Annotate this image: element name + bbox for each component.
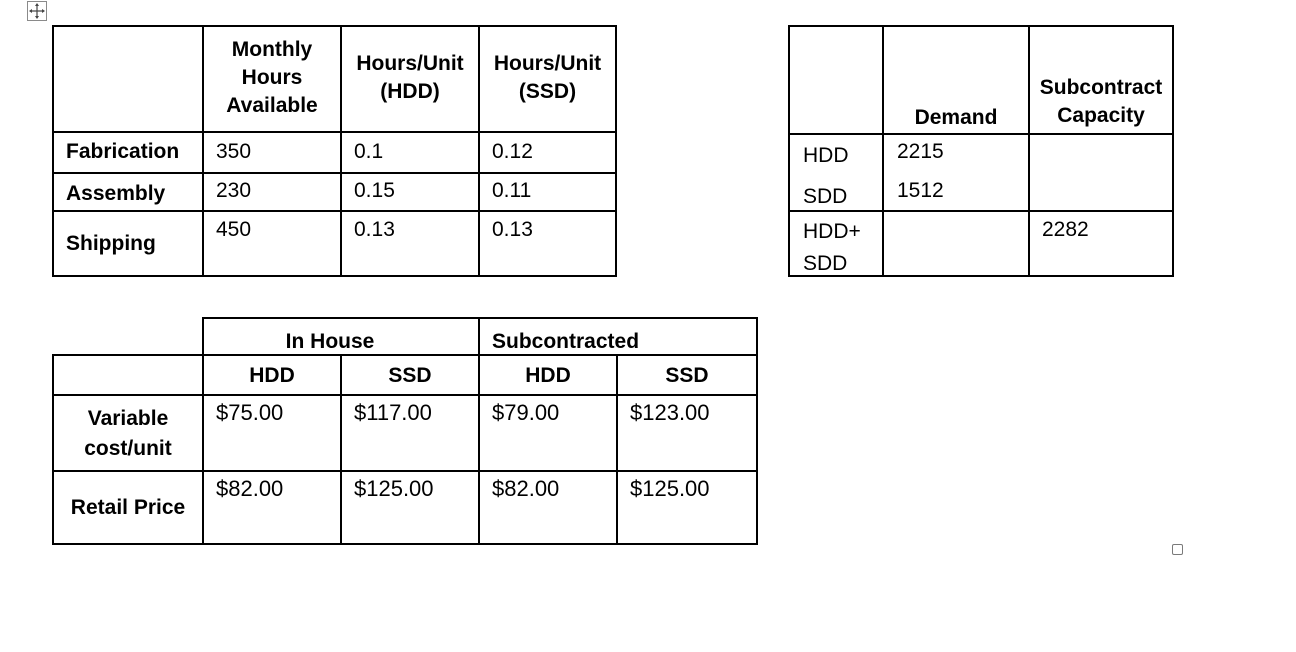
assembly-ssd: 0.11 <box>492 179 532 202</box>
retail-inhouse-hdd: $82.00 <box>216 476 284 501</box>
header-monthly-hours: Monthly Hours Available <box>226 38 318 117</box>
row-label-variable-cost: Variable cost/unit <box>84 407 172 460</box>
fabrication-ssd: 0.12 <box>492 140 533 163</box>
header-in-house: In House <box>285 330 375 353</box>
fabrication-hours: 350 <box>216 140 252 163</box>
row-label-shipping: Shipping <box>66 232 156 255</box>
hdd-sdd-capacity: 2282 <box>1042 218 1089 241</box>
assembly-hours: 230 <box>216 179 252 202</box>
header-demand: Demand <box>914 106 998 129</box>
retail-inhouse-ssd: $125.00 <box>354 476 434 501</box>
subheader-inhouse-hdd: HDD <box>249 364 295 387</box>
assembly-hdd: 0.15 <box>354 179 395 202</box>
retail-sub-ssd: $125.00 <box>630 476 710 501</box>
variable-inhouse-ssd: $117.00 <box>354 400 432 425</box>
row-label-hdd-sdd: HDD+ SDD <box>803 220 861 275</box>
header-hours-hdd: Hours/Unit (HDD) <box>356 52 464 103</box>
row-label-assembly: Assembly <box>66 182 166 205</box>
row-label-hdd: HDD <box>803 144 849 167</box>
subheader-inhouse-ssd: SSD <box>388 364 432 387</box>
header-subcontracted: Subcontracted <box>492 330 640 353</box>
subheader-sub-ssd: SSD <box>665 364 709 387</box>
shipping-hours: 450 <box>216 218 252 241</box>
fabrication-hdd: 0.1 <box>354 140 384 163</box>
retail-sub-hdd: $82.00 <box>492 476 560 501</box>
variable-sub-ssd: $123.00 <box>630 400 710 425</box>
variable-sub-hdd: $79.00 <box>492 400 560 425</box>
row-label-retail-price: Retail Price <box>70 496 186 519</box>
table-resize-handle-icon[interactable] <box>1172 544 1183 555</box>
shipping-hdd: 0.13 <box>354 218 395 241</box>
shipping-ssd: 0.13 <box>492 218 533 241</box>
header-hours-ssd: Hours/Unit (SSD) <box>493 52 602 103</box>
row-label-fabrication: Fabrication <box>66 140 180 163</box>
hdd-demand: 2215 <box>897 140 944 163</box>
variable-inhouse-hdd: $75.00 <box>216 400 284 425</box>
row-label-sdd: SDD <box>803 185 848 208</box>
sdd-demand: 1512 <box>897 179 944 202</box>
header-subcontract-capacity: Subcontract Capacity <box>1039 76 1163 127</box>
subheader-sub-hdd: HDD <box>525 364 571 387</box>
table-move-handle-icon[interactable] <box>27 1 47 21</box>
